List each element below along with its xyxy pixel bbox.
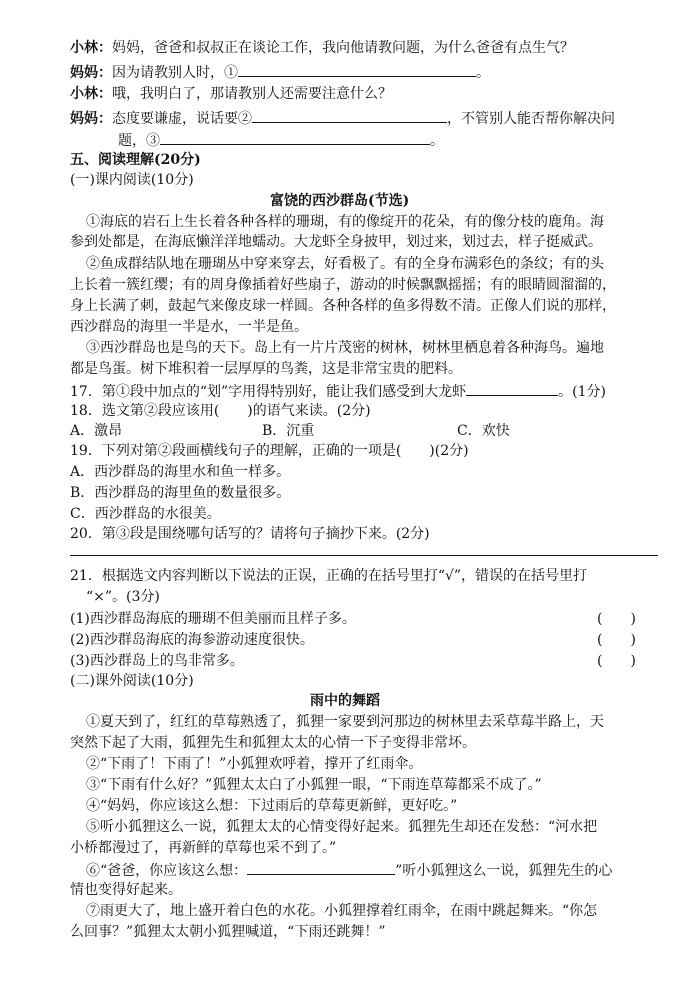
passage2-s6-line2: 情也变得好起来。	[70, 882, 182, 898]
option-19-a[interactable]: A．西沙群岛的海里水和鱼一样多。	[70, 464, 291, 480]
question-text: 17．第①段中加点的“划”字用得特别好，能让我们感受到大龙虾	[70, 384, 467, 400]
answer-blank-2[interactable]	[252, 107, 447, 123]
option-18-c[interactable]: C．欢快	[457, 423, 510, 439]
speaker-mama: 妈妈：	[70, 111, 112, 127]
question-19: 19．下列对第②段画横线句子的理解，正确的一项是( )(2分)	[70, 443, 469, 459]
dialogue-line-4	[70, 107, 615, 129]
statement-21-3: (3)西沙群岛上的鸟非常多。	[70, 653, 244, 669]
speaker-mama: 妈妈：	[70, 65, 112, 81]
passage2-s1-line1: ①夏天到了，红红的草莓熟透了，狐狸一家要到河那边的树林里去采草莓半路上，天	[86, 714, 604, 730]
dialogue-line-2	[70, 61, 490, 83]
dialogue-text: 态度要谦虚，说话要②	[112, 111, 252, 127]
subsection-heading-2: (二)课外阅读(10分)	[70, 673, 194, 689]
statement-21-1: (1)西沙群岛海底的珊瑚不但美丽而且样子多。	[70, 611, 356, 627]
dialogue-text: 题，③	[118, 133, 160, 149]
passage1-p3-line1: ③西沙群岛也是鸟的天下。岛上有一片片茂密的树林，树林里栖息着各种海鸟。遍地	[86, 340, 604, 356]
passage2-s2: ②“下雨了！下雨了！”小狐狸欢呼着，撑开了红雨伞。	[86, 756, 423, 772]
passage1-p3-line2: 都是鸟蛋。树下堆积着一层厚厚的鸟粪，这是非常宝贵的肥料。	[70, 361, 462, 377]
option-18-a[interactable]: A．激昂	[70, 423, 123, 439]
dialogue-text: 妈妈，爸爸和叔叔正在谈论工作，我向他请教问题，为什么爸爸有点生气？	[112, 40, 574, 56]
answer-blank-q17[interactable]	[466, 380, 558, 396]
option-19-b[interactable]: B．西沙群岛的海里鱼的数量很多。	[70, 485, 291, 501]
speaker-xiaolin: 小林：	[70, 40, 112, 56]
option-19-c[interactable]: C．西沙群岛的水很美。	[70, 506, 221, 522]
passage2-s7-line1: ⑦雨更大了，地上盛开着白色的水花。小狐狸撑着红雨伞，在雨中跳起舞来。“你怎	[86, 903, 598, 919]
dialogue-text: ，不管别人能否帮你解决问	[447, 111, 615, 127]
subsection-heading-1: (一)课内阅读(10分)	[70, 172, 194, 188]
answer-line-q20[interactable]	[70, 555, 658, 556]
punct: 。	[430, 133, 444, 149]
passage2-s1-line2: 突然下起了大雨，狐狸先生和狐狸太太的心情一下子变得非常坏。	[70, 735, 476, 751]
dialogue-text: 因为请教别人时，①	[112, 65, 238, 81]
passage1-p2-line4: 西沙群岛的海里一半是水，一半是鱼。	[70, 319, 308, 335]
passage2-s6-line1	[86, 859, 612, 881]
passage-title-2: 雨中的舞蹈	[310, 693, 380, 709]
passage2-s3: ③“下雨有什么好？”狐狸太太白了小狐狸一眼，“下雨连草莓都采不成了。”	[86, 777, 542, 793]
dialogue-text: 哦，我明白了，那请教别人还需要注意什么？	[112, 86, 392, 102]
passage-text: ”听小狐狸这么一说，狐狸先生的心	[395, 863, 613, 879]
question-20: 20．第③段是围绕哪句话写的？请将句子摘抄下来。(2分)	[70, 526, 430, 542]
question-text: 。(1分)	[558, 384, 606, 400]
passage1-p2-line3: 身上长满了刺，鼓起气来像皮球一样圆。各种各样的鱼多得数不清。正像人们说的那样，	[70, 298, 616, 314]
passage1-p1-line2: 参到处都是，在海底懒洋洋地蠕动。大龙虾全身披甲，划过来，划过去，样子挺威武。	[70, 234, 602, 250]
passage1-p2-line2: 上长着一簇红缨；有的周身像插着好些扇子，游动的时候飘飘摇摇；有的眼睛圆溜溜的，	[70, 277, 616, 293]
judge-paren-3[interactable]: ( )	[597, 653, 636, 669]
punct: 。	[476, 65, 490, 81]
question-21-line1: 21．根据选文内容判断以下说法的正误，正确的在括号里打“√”，错误的在括号里打	[70, 568, 588, 584]
passage2-s7-line2: 么回事？”狐狸太太朝小狐狸喊道，“下雨还跳舞！”	[70, 924, 386, 940]
answer-blank-3[interactable]	[160, 129, 430, 145]
question-17	[70, 380, 606, 402]
dialogue-line-3	[70, 84, 392, 104]
passage-title-1: 富饶的西沙群岛(节选)	[270, 193, 410, 209]
question-21-line2: “×”。(3分)	[86, 589, 160, 605]
dialogue-line-5	[118, 129, 444, 151]
dialogue-line-1	[70, 38, 574, 58]
passage2-s5-line1: ⑤听小狐狸这么一说，狐狸太太的心情变得好起来。狐狸先生却还在发愁：“河水把	[86, 819, 598, 835]
question-18: 18．选文第②段应该用( )的语气来读。(2分)	[70, 403, 371, 419]
passage1-p1-line1: ①海底的岩石上生长着各种各样的珊瑚，有的像绽开的花朵，有的像分枝的鹿角。海	[86, 214, 604, 230]
passage1-p2-line1: ②鱼成群结队地在珊瑚丛中穿来穿去，好看极了。有的全身布满彩色的条纹；有的头	[86, 256, 604, 272]
section-heading: 五、阅读理解(20分)	[70, 152, 201, 168]
speaker-xiaolin: 小林：	[70, 86, 112, 102]
passage-text: ⑥“爸爸，你应该这么想：	[86, 863, 248, 879]
answer-blank-1[interactable]	[238, 61, 476, 77]
statement-21-2: (2)西沙群岛海底的海参游动速度很快。	[70, 632, 314, 648]
answer-blank-s6[interactable]	[247, 859, 395, 875]
judge-paren-1[interactable]: ( )	[597, 611, 636, 627]
option-18-b[interactable]: B．沉重	[262, 423, 315, 439]
passage2-s5-line2: 小桥都漫过了，再新鲜的草莓也采不到了。”	[70, 840, 337, 856]
judge-paren-2[interactable]: ( )	[597, 632, 636, 648]
passage2-s4: ④“妈妈，你应该这么想：下过雨后的草莓更新鲜，更好吃。”	[86, 798, 458, 814]
